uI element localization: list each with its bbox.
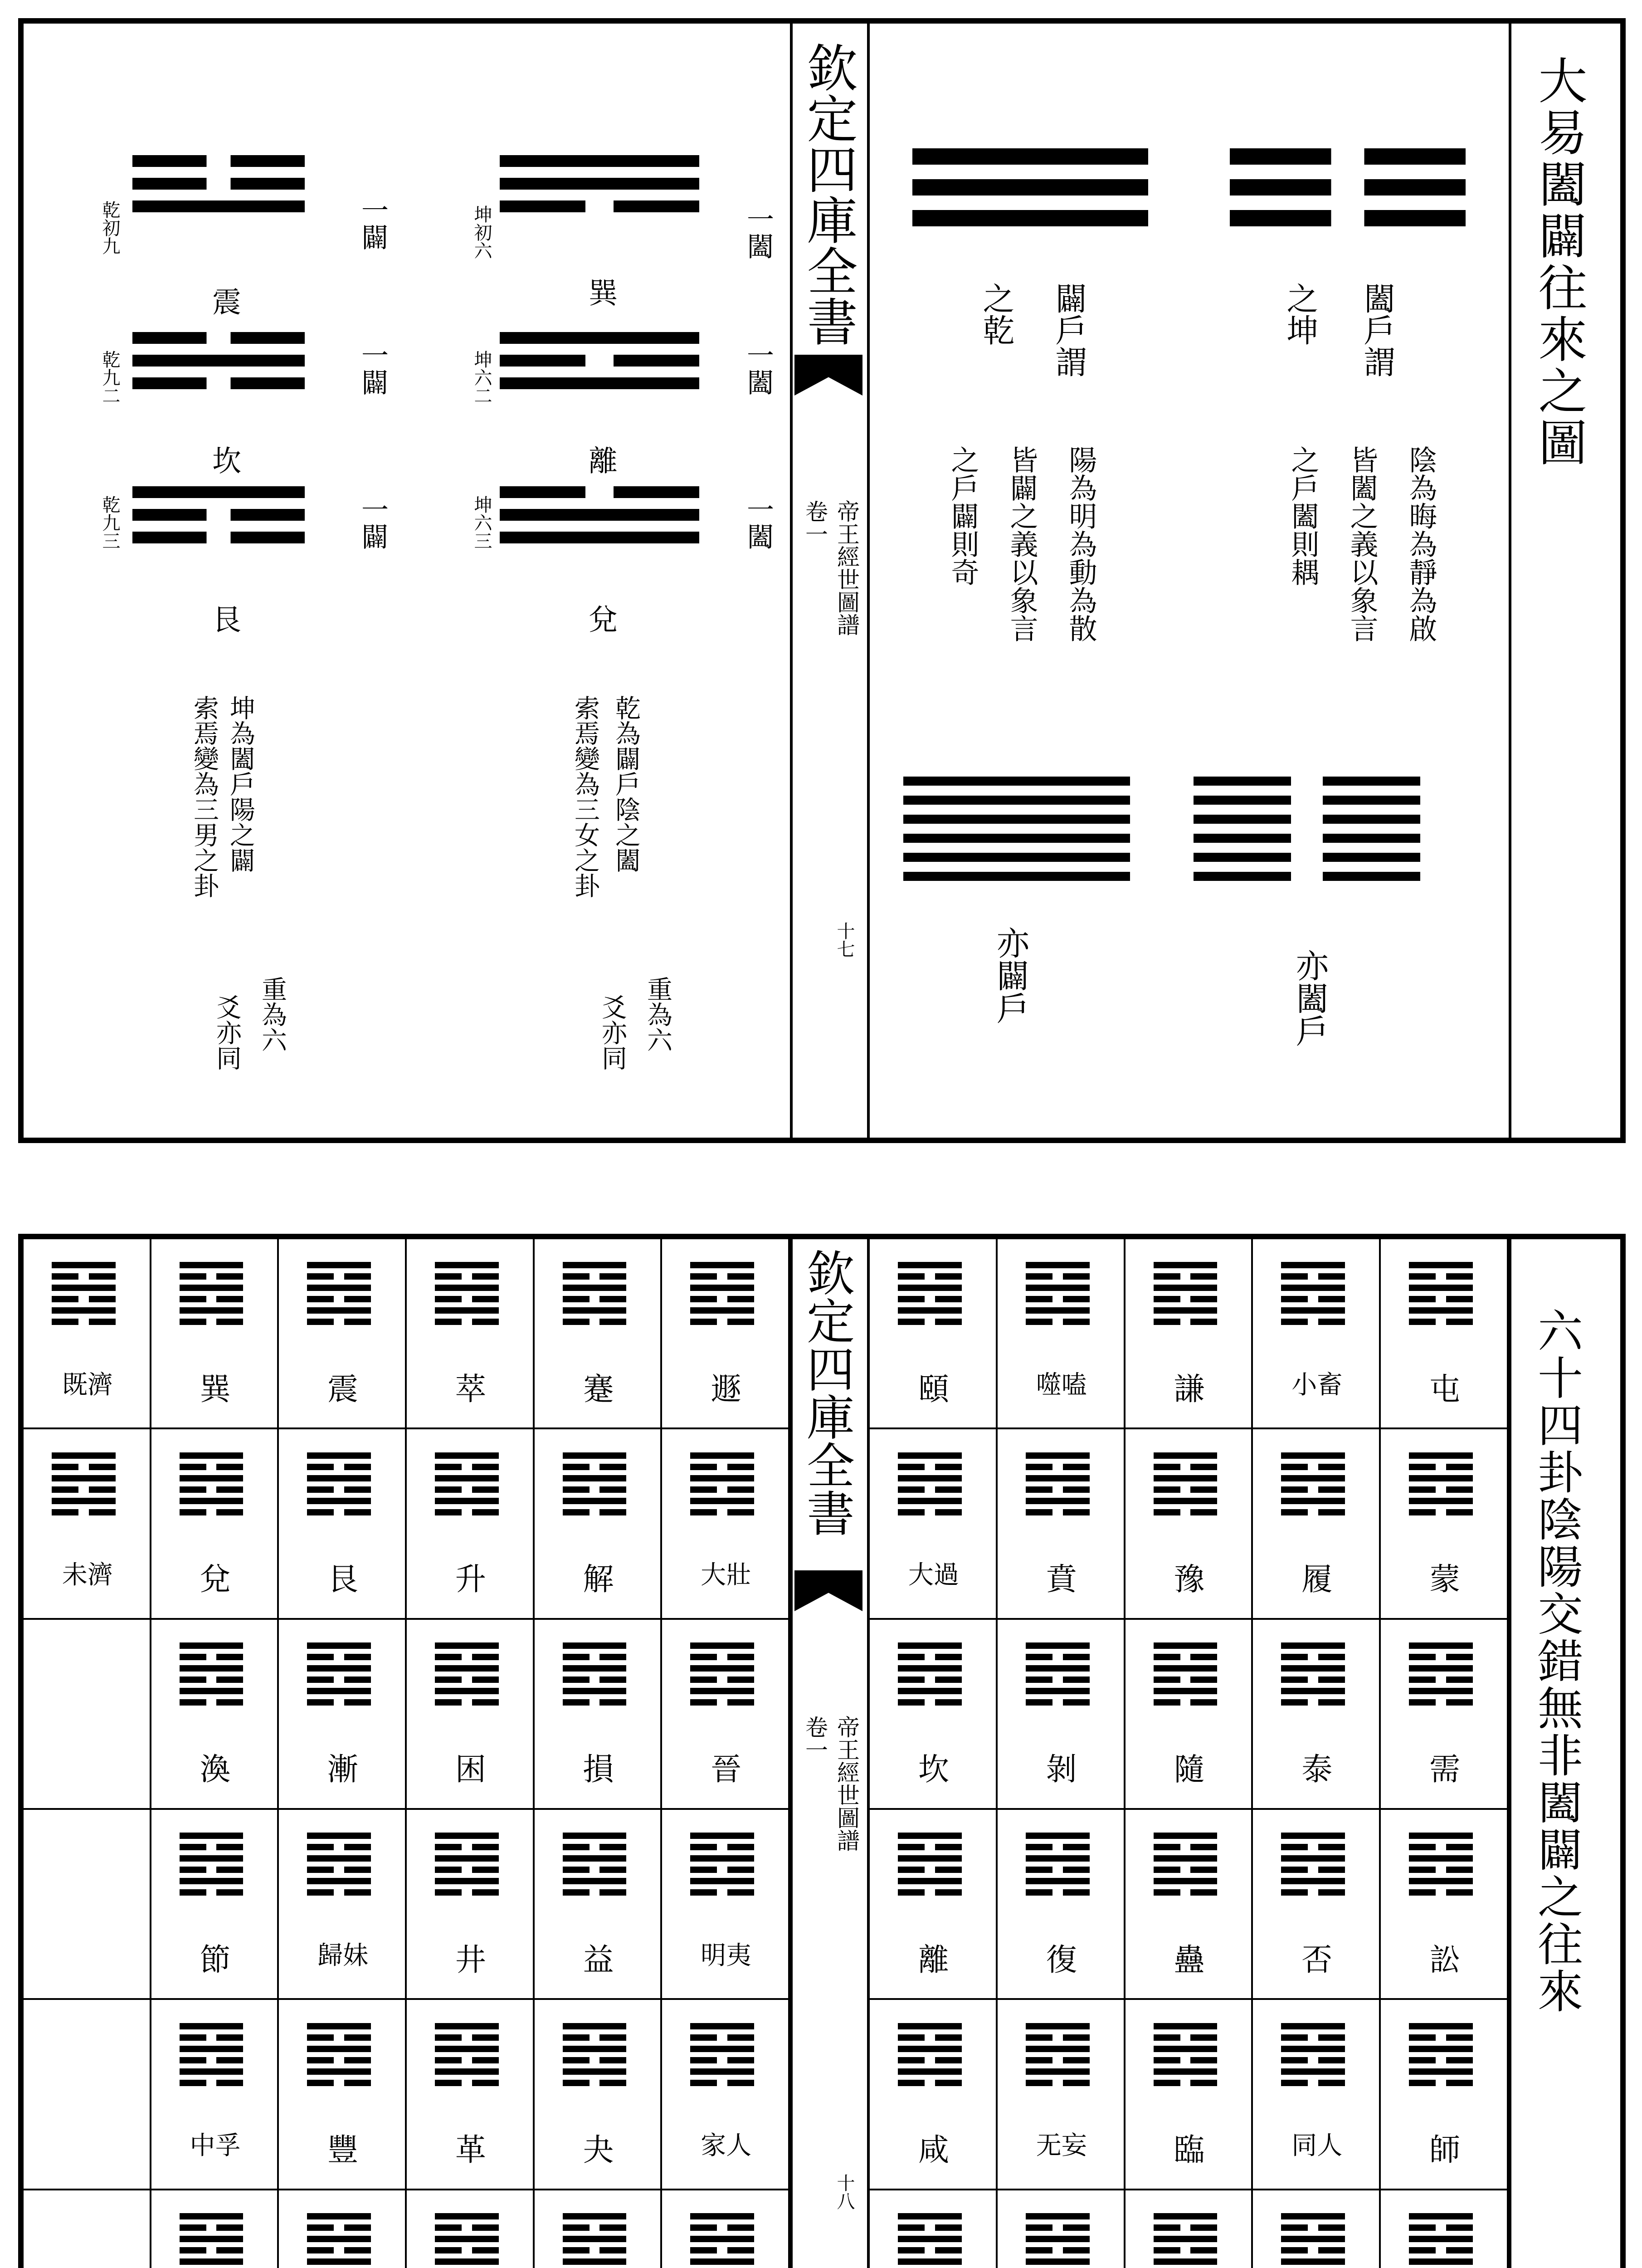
title-divider [1509, 24, 1511, 1138]
son-mark-2: 乾九二 [99, 350, 120, 405]
hexagram-cell [535, 1239, 663, 1429]
hexagram-cell [998, 1429, 1126, 1619]
daughter-mark-2: 坤六二 [471, 350, 492, 405]
hexagram-cell [535, 2190, 663, 2268]
hexagram-cell [535, 2000, 663, 2190]
hexagram-cell [1253, 2000, 1381, 2190]
gen-trigram [132, 486, 305, 554]
hexagram-cell [1253, 1810, 1381, 2000]
dui-trigram [500, 486, 699, 554]
hexagram-symbol [563, 1642, 627, 1711]
hexagram-cell [1253, 2190, 1381, 2268]
son-name-1: 震 [207, 287, 241, 316]
hexagram-symbol [563, 2023, 627, 2091]
hexagram-cell [1381, 2000, 1509, 2190]
hexagram-cell [407, 1239, 535, 1429]
hexagram-symbol [690, 1262, 754, 1330]
hexagram-cell [870, 2000, 998, 2190]
hexagram-cell [662, 1429, 790, 1619]
hexagram-symbol [52, 1262, 116, 1330]
hexagram-symbol [52, 1452, 116, 1520]
hexagram-name: 升 [455, 1562, 486, 1598]
hexagram-cell [662, 2190, 790, 2268]
hexagram-name: 震 [327, 1371, 359, 1408]
hexagram-cell [1126, 1810, 1253, 2000]
daughter-mark-1: 坤初六 [471, 205, 492, 259]
hexagram-symbol [180, 1452, 244, 1520]
hexagram-name: 艮 [327, 1562, 359, 1598]
hexagram-symbol [307, 1833, 371, 1901]
hexagram-symbol [690, 1833, 754, 1901]
son-name-3: 艮 [207, 604, 241, 633]
header-label-bottom: 欽定四庫全書 [799, 1248, 855, 1537]
hexagram-cell [407, 2190, 535, 2268]
son-mark-1: 乾初九 [99, 200, 120, 255]
top-page [18, 18, 1626, 1143]
hexagram-cell [1381, 1620, 1509, 1810]
daughters-note-3: 重為六 [643, 976, 672, 1052]
hexagram-symbol [1281, 2023, 1345, 2091]
hexagram-name: 蒙 [1429, 1562, 1461, 1598]
daughters-note-1: 乾為闢戶陰之闔 [611, 695, 641, 873]
sons-note-4: 爻亦同 [212, 994, 242, 1070]
hexagram-symbol [307, 1262, 371, 1330]
hexagram-cell [1253, 1239, 1381, 1429]
center-rule-left-b [790, 1239, 793, 2268]
hexagram-name: 謙 [1174, 1371, 1205, 1408]
hexagram-cell [1126, 1429, 1253, 1619]
hexagram-cell [151, 1239, 279, 1429]
hexagram-name: 臨 [1174, 2132, 1205, 2169]
hexagram-cell [662, 2000, 790, 2190]
fish-tail-ornament-bottom [794, 1570, 862, 1611]
hexagram-symbol [1409, 1642, 1473, 1711]
hexagram-symbol [1154, 1642, 1218, 1711]
kun-name: 之坤 [1281, 282, 1319, 346]
hexagram-cell [151, 1810, 279, 2000]
hexagram-symbol [435, 1262, 499, 1330]
hexagram-symbol [1154, 1452, 1218, 1520]
hexagram-name: 未濟 [62, 1560, 113, 1590]
hexagram-cell [1126, 2000, 1253, 2190]
hexagram-cell [24, 1810, 151, 2000]
hexagram-name: 无妄 [1036, 2131, 1087, 2161]
hexagram-symbol [1281, 1642, 1345, 1711]
hexagram-cell [870, 1810, 998, 2000]
hexagram-name: 坎 [918, 1752, 949, 1788]
hexagram-symbol [435, 1452, 499, 1520]
hexagram-name: 屯 [1429, 1371, 1461, 1408]
yi-he-text: 亦闔戶 [1291, 949, 1329, 1047]
hexagram-name: 隨 [1174, 1752, 1205, 1788]
fish-tail-ornament [794, 355, 862, 396]
hexagram-name: 剝 [1046, 1752, 1077, 1788]
hexagram-name: 困 [455, 1752, 486, 1788]
hexagram-symbol [1154, 2213, 1218, 2268]
hexagram-name: 漸 [327, 1752, 359, 1788]
hexagram-cell [998, 2000, 1126, 2190]
hexagram-cell [1253, 1620, 1381, 1810]
hexagram-cell [279, 2000, 407, 2190]
hexagram-symbol [1026, 2213, 1090, 2268]
hexagram-cell [407, 1429, 535, 1619]
hexagram-name: 晉 [711, 1752, 742, 1788]
hexagram-symbol [898, 1452, 962, 1520]
hexagram-name: 損 [583, 1752, 614, 1788]
qian-trigram [912, 148, 1148, 241]
qian-text-3: 之戶闢則奇 [946, 445, 979, 586]
hexagram-symbol [690, 1452, 754, 1520]
hexagram-symbol [898, 2023, 962, 2091]
hexagram-cell [870, 2190, 998, 2268]
hexagram-cell [535, 1620, 663, 1810]
bottom-page [18, 1234, 1626, 2268]
book-name-bottom: 帝王經世圖譜 [833, 1716, 860, 1852]
hexagram-cell [1126, 2190, 1253, 2268]
hexagram-name: 兌 [200, 1562, 231, 1598]
page-number: 十七 [834, 922, 855, 958]
hexagram-cell [279, 1429, 407, 1619]
hexagram-symbol [563, 1452, 627, 1520]
hexagram-cell [662, 1810, 790, 2000]
hexagram-cell [1126, 1620, 1253, 1810]
kun-label: 闔戶謂 [1359, 282, 1396, 377]
hexagram-symbol [307, 1452, 371, 1520]
hexagram-name: 蠱 [1174, 1942, 1205, 1978]
daughters-note-2: 索焉變為三女之卦 [570, 695, 600, 898]
hexagram-symbol [435, 1833, 499, 1901]
hexagram-symbol [1409, 1833, 1473, 1901]
hexagram-grid-left [24, 1239, 790, 2268]
hexagram-cell [1253, 1429, 1381, 1619]
qian-label: 闢戶謂 [1050, 282, 1087, 377]
hexagram-cell [998, 1620, 1126, 1810]
hexagram-symbol [1281, 2213, 1345, 2268]
hexagram-name: 家人 [701, 2131, 752, 2161]
hexagram-symbol [1026, 2023, 1090, 2091]
hexagram-symbol [1409, 1452, 1473, 1520]
hexagram-name: 咸 [918, 2132, 949, 2169]
hexagram-name: 遯 [711, 1371, 742, 1408]
title-divider-bottom [1509, 1239, 1511, 2268]
hexagram-symbol [1154, 1833, 1218, 1901]
yi-pi-text: 亦闢戶 [991, 926, 1029, 1024]
daughter-name-3: 兌 [584, 604, 617, 633]
hexagram-cell [1381, 2190, 1509, 2268]
hexagram-symbol [898, 1262, 962, 1330]
hexagram-name: 噬嗑 [1036, 1370, 1087, 1400]
hexagram-cell [279, 1810, 407, 2000]
sons-note-3: 重為六 [258, 976, 287, 1052]
hexagram-symbol [1281, 1833, 1345, 1901]
hexagram-cell [151, 2190, 279, 2268]
daughter-name-1: 巽 [584, 278, 617, 307]
hexagram-name: 離 [918, 1942, 949, 1978]
hexagram-cell [870, 1429, 998, 1619]
hexagram-name: 既濟 [62, 1370, 113, 1400]
hexagram-name: 豐 [327, 2132, 359, 2169]
hexagram-symbol [180, 1833, 244, 1901]
hexagram-cell [870, 1620, 998, 1810]
juan-label-bottom: 卷一 [802, 1716, 828, 1761]
hexagram-name: 復 [1046, 1942, 1077, 1978]
hexagram-symbol [307, 1642, 371, 1711]
hexagram-symbol [180, 2023, 244, 2091]
hexagram-name: 否 [1301, 1942, 1333, 1978]
top-title: 大易闔闢往來之圖 [1530, 55, 1587, 469]
hexagram-cell [24, 1429, 151, 1619]
hexagram-symbol [1154, 1262, 1218, 1330]
hexagram-cell [998, 1239, 1126, 1429]
son-label-1: 一闢 [357, 196, 389, 250]
hexagram-cell [151, 1620, 279, 1810]
hexagram-symbol [1281, 1452, 1345, 1520]
daughters-note-4: 爻亦同 [598, 994, 627, 1070]
hexagram-symbol [690, 2213, 754, 2268]
hexagram-cell [24, 1620, 151, 1810]
hexagram-symbol [1026, 1642, 1090, 1711]
zhen-trigram [132, 155, 305, 223]
hexagram-cell [279, 1620, 407, 1810]
book-name: 帝王經世圖譜 [833, 500, 860, 636]
hexagram-symbol [690, 1642, 754, 1711]
hexagram-symbol [180, 2213, 244, 2268]
hexagram-name: 明夷 [701, 1941, 752, 1970]
hexagram-name: 泰 [1301, 1752, 1333, 1788]
hexagram-name: 師 [1429, 2132, 1461, 2169]
sons-note-2: 索焉變為三男之卦 [190, 695, 219, 898]
hexagram-symbol [563, 1833, 627, 1901]
qian-hexagram [903, 777, 1130, 891]
page-number-bottom: 十八 [834, 2174, 855, 2210]
son-label-3: 一闢 [357, 495, 389, 550]
juan-label: 卷一 [802, 500, 828, 545]
header-label: 欽定四庫全書 [799, 42, 858, 347]
kun-hexagram [1194, 777, 1420, 891]
hexagram-name: 解 [583, 1562, 614, 1598]
hexagram-name: 節 [200, 1942, 231, 1978]
hexagram-cell [151, 1429, 279, 1619]
hexagram-cell [24, 1239, 151, 1429]
sons-note-1: 坤為闔戶陽之闢 [226, 695, 255, 873]
hexagram-symbol [898, 2213, 962, 2268]
hexagram-cell [279, 2190, 407, 2268]
hexagram-symbol [1026, 1452, 1090, 1520]
qian-name: 之乾 [978, 282, 1015, 346]
hexagram-cell [151, 2000, 279, 2190]
hexagram-symbol [1281, 1262, 1345, 1330]
qian-text-1: 陽為明為動為散 [1064, 445, 1097, 642]
hexagram-symbol [180, 1642, 244, 1711]
hexagram-name: 井 [455, 1942, 486, 1978]
kun-text-3: 之戶闔則耦 [1286, 445, 1320, 586]
hexagram-symbol [898, 1833, 962, 1901]
center-rule-right [867, 24, 870, 1138]
hexagram-symbol [563, 1262, 627, 1330]
hexagram-cell [24, 2190, 151, 2268]
hexagram-cell [407, 2000, 535, 2190]
daughter-name-2: 離 [584, 445, 617, 474]
center-rule-left [790, 24, 793, 1138]
hexagram-name: 賁 [1046, 1562, 1077, 1598]
hexagram-cell [535, 1429, 663, 1619]
hexagram-cell [1126, 1239, 1253, 1429]
hexagram-name: 渙 [200, 1752, 231, 1788]
hexagram-name: 巽 [200, 1371, 231, 1408]
hexagram-symbol [435, 2213, 499, 2268]
hexagram-name: 蹇 [583, 1371, 614, 1408]
son-label-2: 一闢 [357, 341, 389, 396]
hexagram-grid-right [870, 1239, 1509, 2268]
daughter-label-1: 一闔 [742, 205, 774, 259]
hexagram-cell [279, 1239, 407, 1429]
hexagram-name: 頤 [918, 1371, 949, 1408]
hexagram-cell [662, 1239, 790, 1429]
hexagram-cell [535, 1810, 663, 2000]
hexagram-symbol [435, 2023, 499, 2091]
hexagram-symbol [1026, 1262, 1090, 1330]
hexagram-name: 歸妹 [317, 1941, 369, 1970]
daughter-label-3: 一闔 [742, 495, 774, 550]
hexagram-symbol [690, 2023, 754, 2091]
hexagram-name: 夬 [583, 2132, 614, 2169]
daughter-label-2: 一闔 [742, 341, 774, 396]
daughter-mark-3: 坤六三 [471, 495, 492, 550]
hexagram-name: 履 [1301, 1562, 1333, 1598]
hexagram-symbol [307, 2213, 371, 2268]
son-name-2: 坎 [207, 445, 241, 474]
hexagram-symbol [1154, 2023, 1218, 2091]
hexagram-symbol [898, 1642, 962, 1711]
kan-trigram [132, 332, 305, 400]
hexagram-name: 訟 [1429, 1942, 1461, 1978]
hexagram-name: 大壯 [701, 1560, 752, 1590]
kun-text-1: 陰為晦為靜為啟 [1404, 445, 1437, 642]
hexagram-cell [662, 1620, 790, 1810]
hexagram-name: 大過 [908, 1560, 959, 1590]
hexagram-symbol [180, 1262, 244, 1330]
hexagram-cell [1381, 1810, 1509, 2000]
hexagram-symbol [435, 1642, 499, 1711]
hexagram-name: 萃 [455, 1371, 486, 1408]
xun-trigram [500, 155, 699, 223]
hexagram-name: 益 [583, 1942, 614, 1978]
hexagram-name: 小畜 [1291, 1370, 1343, 1400]
hexagram-cell [1381, 1239, 1509, 1429]
qian-text-2: 皆闢之義以象言 [1005, 445, 1038, 642]
hexagram-cell [870, 1239, 998, 1429]
hexagram-name: 中孚 [190, 2131, 241, 2161]
hexagram-symbol [563, 2213, 627, 2268]
hexagram-cell [24, 2000, 151, 2190]
hexagram-symbol [1409, 2213, 1473, 2268]
hexagram-name: 豫 [1174, 1562, 1205, 1598]
bottom-title: 六十四卦陰陽交錯無非闔闢之往來 [1530, 1307, 1583, 2015]
hexagram-symbol [1409, 2023, 1473, 2091]
kun-trigram [1230, 148, 1466, 241]
hexagram-symbol [307, 2023, 371, 2091]
hexagram-cell [407, 1620, 535, 1810]
hexagram-symbol [1409, 1262, 1473, 1330]
hexagram-cell [407, 1810, 535, 2000]
son-mark-3: 乾九三 [99, 495, 120, 550]
kun-text-2: 皆闔之義以象言 [1345, 445, 1379, 642]
li-trigram [500, 332, 699, 400]
hexagram-symbol [1026, 1833, 1090, 1901]
hexagram-cell [1381, 1429, 1509, 1619]
hexagram-name: 同人 [1291, 2131, 1343, 2161]
hexagram-cell [998, 1810, 1126, 2000]
hexagram-name: 需 [1429, 1752, 1461, 1788]
hexagram-cell [998, 2190, 1126, 2268]
hexagram-name: 革 [455, 2132, 486, 2169]
